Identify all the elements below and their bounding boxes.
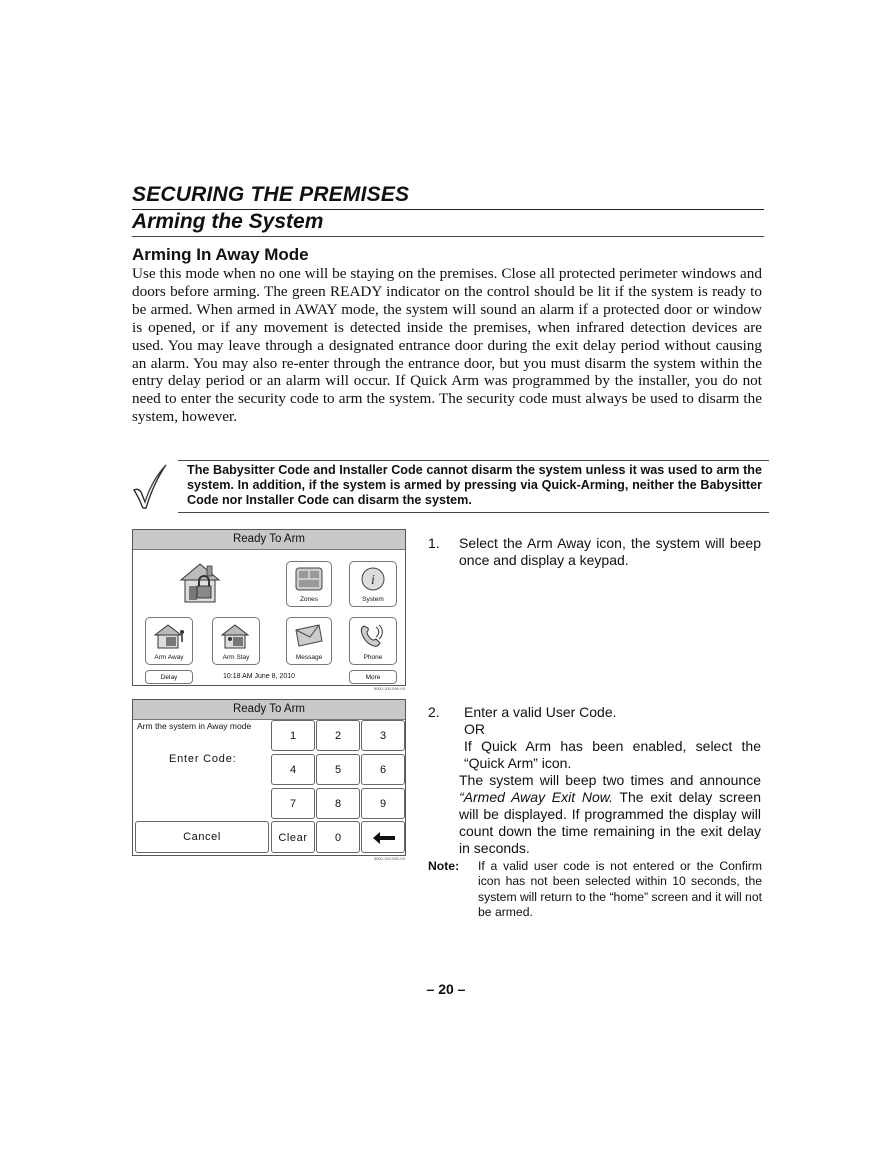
step2-quick-arm: If Quick Arm has been enabled, select the “Quick Arm” icon. [464, 738, 761, 771]
key-6[interactable]: 6 [361, 754, 405, 785]
chapter-title: Arming the System [132, 210, 324, 233]
key-9[interactable]: 9 [361, 788, 405, 819]
house-lock-icon [177, 560, 223, 604]
step1-text: Select the Arm Away icon, the system will beep once and display a keypad. [459, 535, 761, 568]
phone-icon [358, 622, 388, 650]
note-text: If a valid user code is not entered or the Confirm icon has not been selected within 10 seconds, the system will return to the “home” screen and it will not be armed. [478, 859, 762, 920]
section-title: SECURING THE PREMISES [132, 183, 410, 206]
figure-ref: 5000-100-098-V0 [373, 686, 405, 691]
arm-away-button[interactable] [145, 617, 193, 665]
arm-away-label: Arm Away [154, 654, 184, 661]
zones-label: Zones [299, 596, 319, 603]
step2-body [459, 772, 761, 857]
arm-away-icon [152, 622, 186, 650]
key-0[interactable]: 0 [316, 821, 360, 853]
more-button[interactable]: More [349, 670, 397, 684]
zones-button[interactable] [286, 561, 332, 607]
key-5[interactable]: 5 [316, 754, 360, 785]
key-1[interactable]: 1 [271, 720, 315, 751]
key-3[interactable]: 3 [361, 720, 405, 751]
note-box-text: The Babysitter Code and Installer Code cannot disarm the system unless it was used to arm the system. In addition, if the system is armed by pressing via Quick-Arming, neither the Babysitter Code nor Installer Code can disarm the system. [187, 463, 762, 508]
note-rule-bottom [178, 512, 769, 513]
arm-stay-button[interactable] [212, 617, 260, 665]
key-8[interactable]: 8 [316, 788, 360, 819]
key-2[interactable]: 2 [316, 720, 360, 751]
message-label: Message [295, 654, 323, 661]
enter-code-label: Enter Code: [169, 753, 237, 765]
envelope-icon [293, 622, 325, 648]
step2-announcement: “Armed Away Exit Now. [459, 789, 613, 805]
info-icon [360, 566, 386, 592]
system-button[interactable] [349, 561, 397, 607]
screen-header: Ready To Arm [133, 700, 405, 720]
section-heading: Arming In Away Mode [132, 245, 309, 264]
svg-text:i: i [371, 573, 375, 588]
clear-key[interactable]: Clear [271, 821, 315, 853]
phone-label: Phone [363, 654, 383, 661]
key-7[interactable]: 7 [271, 788, 315, 819]
prompt-text: Arm the system in Away mode [137, 721, 252, 731]
step2-line1: Enter a valid User Code. [464, 704, 617, 720]
arm-stay-label: Arm Stay [222, 654, 250, 661]
chapter-rule [132, 236, 764, 237]
phone-button[interactable] [349, 617, 397, 665]
page-number: – 20 – [426, 981, 466, 997]
step2-body-b: The exit delay screen will be displayed. If programmed the display will count down the time remaining in the exit delay in seconds. [459, 789, 761, 856]
step1-number: 1. [428, 535, 440, 551]
figure-ref: 5000-100-053-V0 [373, 856, 405, 861]
body-paragraph: Use this mode when no one will be staying on the premises. Close all protected perimeter windows and doors before arming. The green READY indicator on the control should be lit if the system is ready to be armed. When armed in AWAY mode, the system will sound an alarm if a protected door or window is opened, or if any movement is detected inside the premises, when infrared detection devices are used. You may leave through a designated entrance door during the exit delay period without causing an alarm. You may also re-enter through the entrance door, but you must disarm the system within the entry delay period or an alarm will occur. If Quick Arm was programmed by the installer, you do not need to enter the security code to arm the system. The security code must always be used to disarm the system, however. [132, 265, 762, 426]
message-button[interactable] [286, 617, 332, 665]
keypad-screen-illustration [132, 699, 406, 861]
step2-body-a: The system will beep two times and announce [459, 772, 761, 788]
backspace-arrow-icon [373, 832, 395, 844]
arm-stay-icon [219, 622, 253, 650]
status-datetime: 10:18 AM June 8, 2010 [223, 673, 295, 680]
step2-number: 2. [428, 704, 440, 720]
note-rule-top [178, 460, 769, 461]
key-4[interactable]: 4 [271, 754, 315, 785]
screen-header: Ready To Arm [133, 530, 405, 550]
note-label: Note: [428, 859, 460, 873]
cancel-button[interactable]: Cancel [135, 821, 269, 853]
step2-or: OR [464, 721, 485, 737]
delay-button[interactable]: Delay [145, 670, 193, 684]
checkmark-icon [132, 462, 168, 510]
zones-icon [294, 566, 324, 592]
home-screen-illustration [132, 529, 406, 691]
backspace-key[interactable] [361, 821, 405, 853]
system-label: System [362, 596, 384, 603]
